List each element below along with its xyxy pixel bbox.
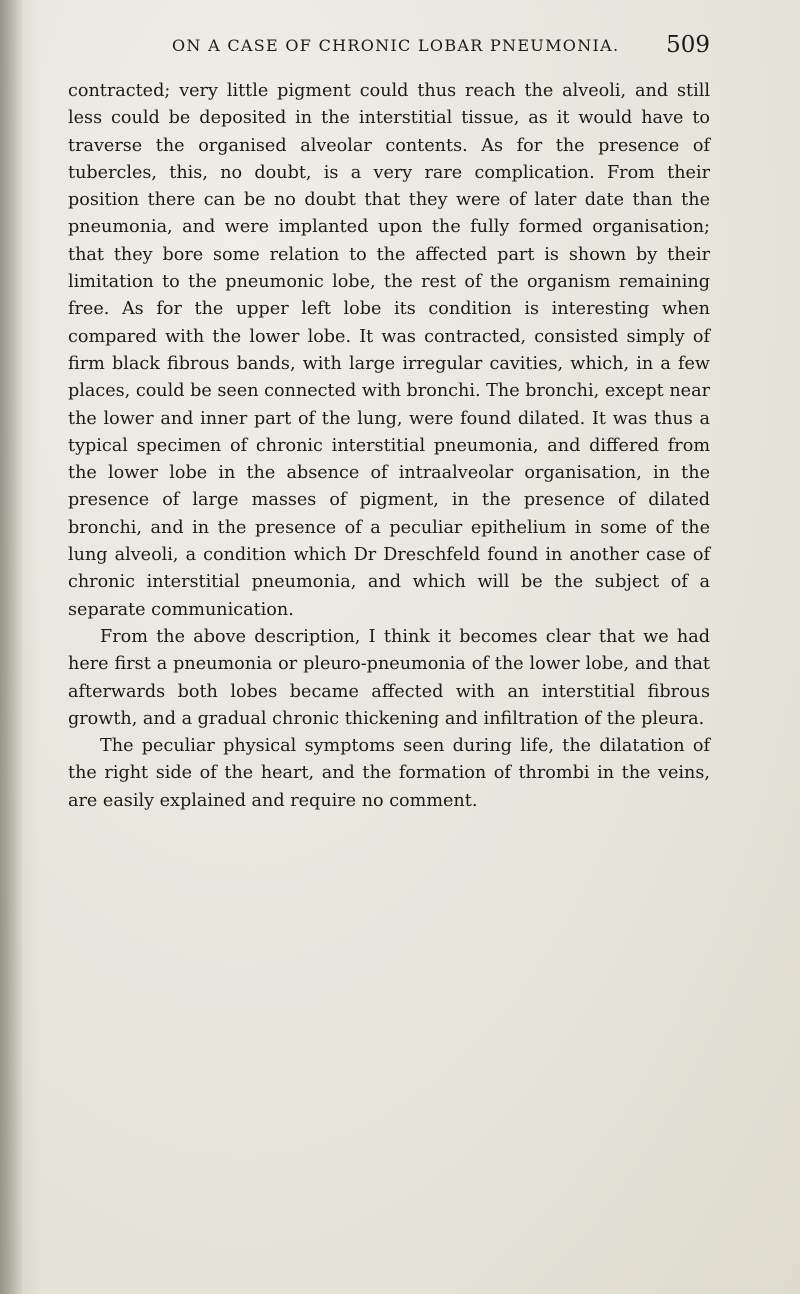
paragraph-symptoms: The peculiar physical symptoms seen during life, the dilatation of the right side of the heart, and the formation of thrombi in the veins, are easily explained and require no comment.: [68, 736, 710, 811]
paragraph-continued: contracted; very little pigment could thus reach the alveoli, and still less could be deposited in the interstitial tissue, as it would have to traverse the organised alveolar contents. As for the presence of tubercles, this, no doubt, is a very rare complication. From their position there can be no doubt that they were of later date than the pneumonia, and were implanted upon the fully formed organisation; that they bore some relation to the affected part is shown by their limitation to the pneumonic lobe, the rest of the organism remaining free. As for the upper left lobe its condition is interesting when compared with the lower lobe. It was contracted, consisted simply of firm black fibrous bands, with large irregular cavities, which, in a few places, could be seen connected with bronchi. The bronchi, except near the lower and inner part of the lung, were found dilated. It was thus a typical specimen of chronic interstitial pneumonia, and differed from the lower lobe in the absence of intraalveolar organisation, in the presence of large masses of pigment, in the presence of dilated bronchi, and in the presence of a peculiar epithelium in some of the lung alveoli, a condition which Dr Dreschfeld found in another case of chronic interstitial pneumonia, and which will be the subject of a separate communication.: [68, 81, 710, 620]
body-text: [68, 78, 710, 815]
spine-shadow: [0, 0, 22, 1294]
running-title: ON A CASE OF CHRONIC LOBAR PNEUMONIA.: [172, 36, 620, 55]
running-head: [68, 32, 710, 62]
page-number: 509: [666, 32, 710, 58]
paragraph-conclusion: From the above description, I think it becomes clear that we had here first a pneumonia or pleuro-pneumonia of the lower lobe, and that afterwards both lobes became affected with an interstitial fibrous growth, and a gradual chronic thickening and infiltration of the pleura.: [68, 626, 710, 729]
